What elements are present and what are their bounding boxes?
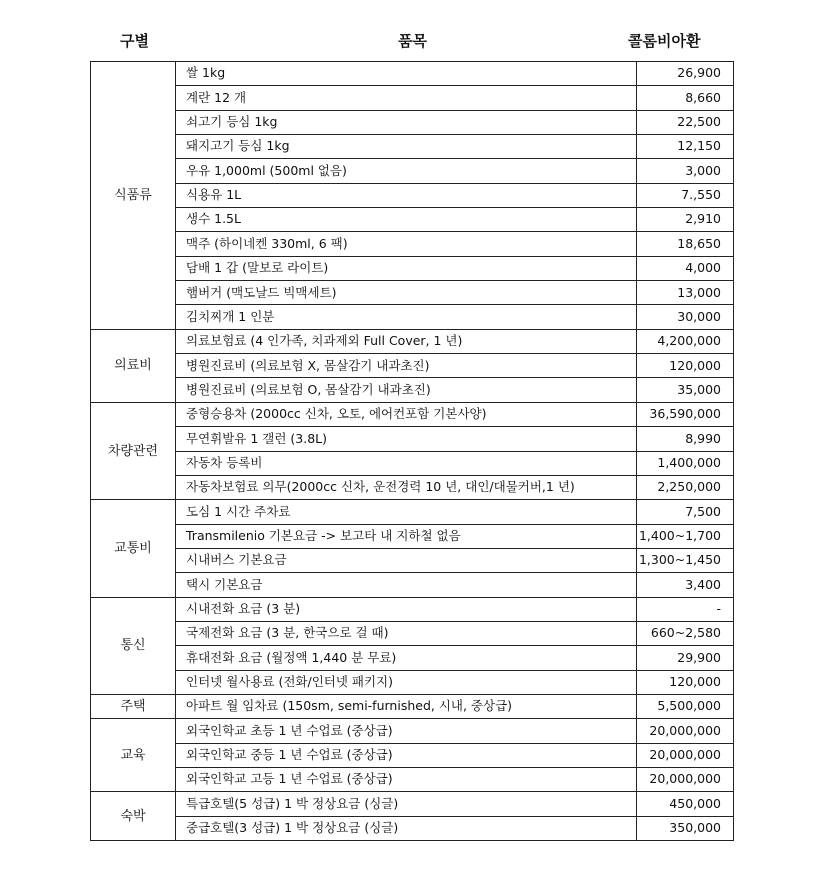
table-row bbox=[91, 281, 734, 305]
price-cell: 3,000 bbox=[637, 159, 734, 183]
item-cell: 중급호텔(3 성급) 1 박 정상요금 (싱글) bbox=[176, 816, 637, 840]
table-row bbox=[91, 232, 734, 256]
item-cell: 맥주 (하이네켄 330ml, 6 팩) bbox=[176, 232, 637, 256]
price-cell: 7.,550 bbox=[637, 183, 734, 207]
item-cell: Transmilenio 기본요금 -> 보고타 내 지하철 없음 bbox=[176, 524, 637, 548]
price-cell: 29,900 bbox=[637, 646, 734, 670]
price-cell: 3,400 bbox=[637, 573, 734, 597]
table-row bbox=[91, 159, 734, 183]
item-cell: 도심 1 시간 주차료 bbox=[176, 500, 637, 524]
item-cell: 외국인학교 고등 1 년 수업료 (중상급) bbox=[176, 767, 637, 791]
price-cell: 2,250,000 bbox=[637, 475, 734, 499]
price-cell: 450,000 bbox=[637, 792, 734, 816]
category-cell: 의료비 bbox=[91, 329, 176, 402]
item-cell: 담배 1 갑 (말보로 라이트) bbox=[176, 256, 637, 280]
table-row bbox=[91, 694, 734, 718]
table-row bbox=[91, 597, 734, 621]
item-cell: 아파트 월 임차료 (150sm, semi-furnished, 시내, 중상급) bbox=[176, 694, 637, 718]
price-cell: 7,500 bbox=[637, 500, 734, 524]
item-cell: 김치찌개 1 인분 bbox=[176, 305, 637, 329]
cost-table-body bbox=[91, 62, 734, 841]
item-cell: 병원진료비 (의료보험 X, 몸살감기 내과초진) bbox=[176, 354, 637, 378]
price-cell: 350,000 bbox=[637, 816, 734, 840]
category-cell: 교육 bbox=[91, 719, 176, 792]
price-cell: 8,660 bbox=[637, 86, 734, 110]
table-row bbox=[91, 110, 734, 134]
table-row bbox=[91, 719, 734, 743]
price-cell: 1,400~1,700 bbox=[637, 524, 734, 548]
table-row bbox=[91, 670, 734, 694]
item-cell: 시내전화 요금 (3 분) bbox=[176, 597, 637, 621]
price-cell: 20,000,000 bbox=[637, 719, 734, 743]
item-cell: 외국인학교 중등 1 년 수업료 (중상급) bbox=[176, 743, 637, 767]
price-cell: 120,000 bbox=[637, 354, 734, 378]
table-row bbox=[91, 451, 734, 475]
price-cell: 35,000 bbox=[637, 378, 734, 402]
table-row bbox=[91, 792, 734, 816]
table-row bbox=[91, 743, 734, 767]
table-row bbox=[91, 621, 734, 645]
item-cell: 계란 12 개 bbox=[176, 86, 637, 110]
price-cell: 660~2,580 bbox=[637, 621, 734, 645]
category-cell: 통신 bbox=[91, 597, 176, 694]
category-cell: 교통비 bbox=[91, 500, 176, 597]
table-row bbox=[91, 183, 734, 207]
item-cell: 택시 기본요금 bbox=[176, 573, 637, 597]
item-cell: 햄버거 (맥도날드 빅맥세트) bbox=[176, 281, 637, 305]
item-cell: 자동차 등록비 bbox=[176, 451, 637, 475]
price-cell: 20,000,000 bbox=[637, 743, 734, 767]
table-row bbox=[91, 402, 734, 426]
price-cell: 36,590,000 bbox=[637, 402, 734, 426]
item-cell: 휴대전화 요금 (월정액 1,440 분 무료) bbox=[176, 646, 637, 670]
header-price: 콜롬비아환 bbox=[628, 32, 701, 50]
item-cell: 생수 1.5L bbox=[176, 208, 637, 232]
price-cell: 18,650 bbox=[637, 232, 734, 256]
table-row bbox=[91, 305, 734, 329]
item-cell: 인터넷 월사용료 (전화/인터넷 패키지) bbox=[176, 670, 637, 694]
table-row bbox=[91, 135, 734, 159]
item-cell: 외국인학교 초등 1 년 수업료 (중상급) bbox=[176, 719, 637, 743]
item-cell: 시내버스 기본요금 bbox=[176, 548, 637, 572]
category-cell: 숙박 bbox=[91, 792, 176, 841]
table-row bbox=[91, 475, 734, 499]
price-cell: 8,990 bbox=[637, 427, 734, 451]
category-cell: 식품류 bbox=[91, 62, 176, 330]
price-cell: 2,910 bbox=[637, 208, 734, 232]
price-cell: 26,900 bbox=[637, 62, 734, 86]
table-row bbox=[91, 548, 734, 572]
table-row bbox=[91, 500, 734, 524]
table-row bbox=[91, 86, 734, 110]
item-cell: 의료보험료 (4 인가족, 치과제외 Full Cover, 1 년) bbox=[176, 329, 637, 353]
price-cell: 4,000 bbox=[637, 256, 734, 280]
item-cell: 자동차보험료 의무(2000cc 신차, 운전경력 10 년, 대인/대물커버,1 년) bbox=[176, 475, 637, 499]
price-cell: 5,500,000 bbox=[637, 694, 734, 718]
price-cell: - bbox=[637, 597, 734, 621]
table-row bbox=[91, 427, 734, 451]
price-cell: 30,000 bbox=[637, 305, 734, 329]
table-row bbox=[91, 354, 734, 378]
price-cell: 12,150 bbox=[637, 135, 734, 159]
price-cell: 4,200,000 bbox=[637, 329, 734, 353]
item-cell: 병원진료비 (의료보험 O, 몸살감기 내과초진) bbox=[176, 378, 637, 402]
price-cell: 120,000 bbox=[637, 670, 734, 694]
price-cell: 20,000,000 bbox=[637, 767, 734, 791]
table-row bbox=[91, 816, 734, 840]
item-cell: 돼지고기 등심 1kg bbox=[176, 135, 637, 159]
price-cell: 22,500 bbox=[637, 110, 734, 134]
item-cell: 특급호텔(5 성급) 1 박 정상요금 (싱글) bbox=[176, 792, 637, 816]
item-cell: 중형승용차 (2000cc 신차, 오토, 에어컨포함 기본사양) bbox=[176, 402, 637, 426]
item-cell: 식용유 1L bbox=[176, 183, 637, 207]
table-row bbox=[91, 256, 734, 280]
item-cell: 무연휘발유 1 갤런 (3.8L) bbox=[176, 427, 637, 451]
category-cell: 차량관련 bbox=[91, 402, 176, 499]
table-row bbox=[91, 573, 734, 597]
price-cell: 13,000 bbox=[637, 281, 734, 305]
table-row bbox=[91, 62, 734, 86]
category-cell: 주택 bbox=[91, 694, 176, 718]
table-row bbox=[91, 329, 734, 353]
price-cell: 1,400,000 bbox=[637, 451, 734, 475]
header-category: 구별 bbox=[120, 32, 149, 50]
header-item: 품목 bbox=[398, 32, 427, 50]
table-row bbox=[91, 524, 734, 548]
table-row bbox=[91, 378, 734, 402]
price-cell: 1,300~1,450 bbox=[637, 548, 734, 572]
item-cell: 쌀 1kg bbox=[176, 62, 637, 86]
table-row bbox=[91, 767, 734, 791]
cost-table bbox=[90, 61, 734, 841]
item-cell: 국제전화 요금 (3 분, 한국으로 걸 때) bbox=[176, 621, 637, 645]
item-cell: 쇠고기 등심 1kg bbox=[176, 110, 637, 134]
item-cell: 우유 1,000ml (500ml 없음) bbox=[176, 159, 637, 183]
table-row bbox=[91, 646, 734, 670]
table-row bbox=[91, 208, 734, 232]
